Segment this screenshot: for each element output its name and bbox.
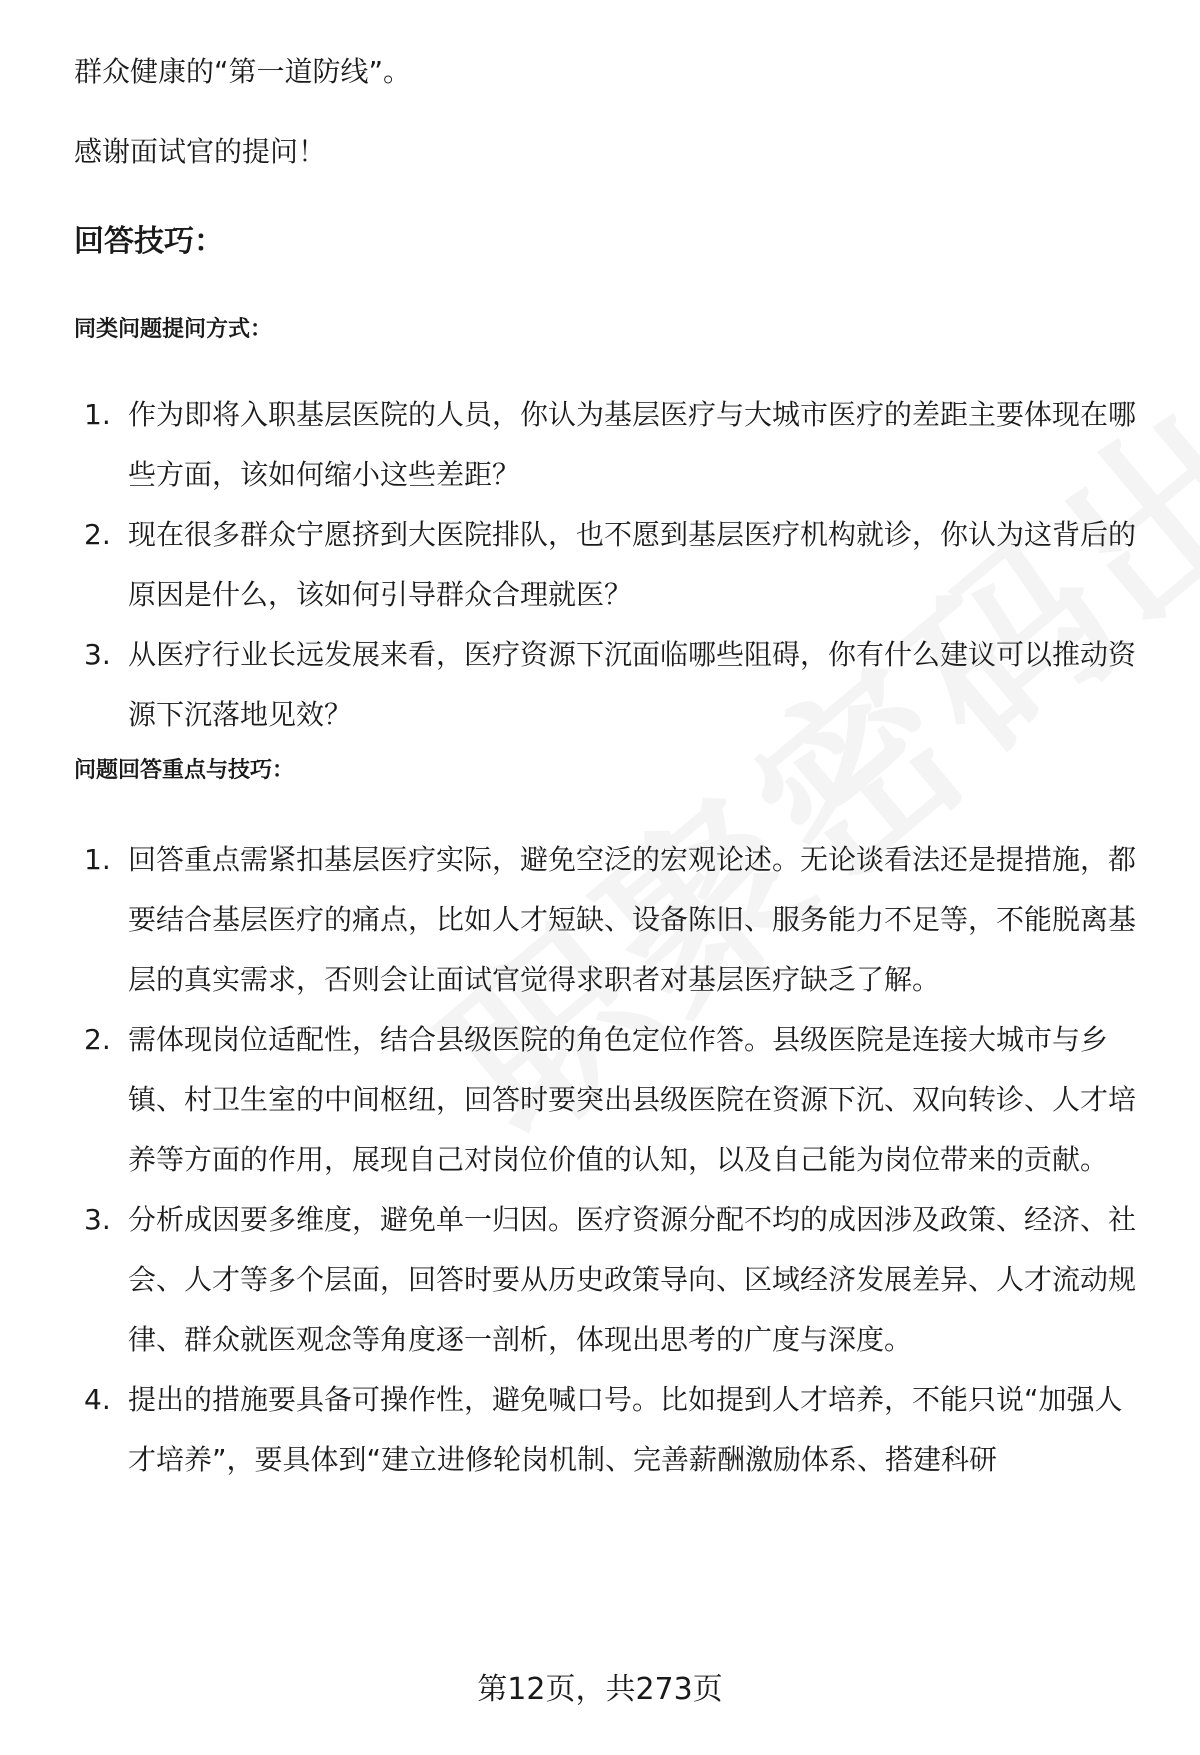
list-item-text: 分析成因要多维度，避免单一归因。医疗资源分配不均的成因涉及政策、经济、社会、人才等多个层面，回答时要从历史政策导向、区域经济发展差异、人才流动规律、群众就医观念等角度逐一剖析，体现出思考的广度与深度。 bbox=[128, 1203, 1137, 1356]
intro-tail-text: 群众健康的“第一道防线”。 bbox=[74, 55, 412, 88]
list-item-text: 提出的措施要具备可操作性，避免喊口号。比如提到人才培养，不能只说“加强人才培养”，要具体到“建立进修轮岗机制、完善薪酬激励体系、搭建科研 bbox=[128, 1383, 1123, 1476]
list-item-text: 作为即将入职基层医院的人员，你认为基层医疗与大城市医疗的差距主要体现在哪些方面，该如何缩小这些差距？ bbox=[128, 398, 1137, 491]
section-title: 回答技巧： bbox=[74, 224, 224, 259]
list-item-text: 需体现岗位适配性，结合县级医院的角色定位作答。县级医院是连接大城市与乡镇、村卫生室的中间枢纽，回答时要突出县级医院在资源下沉、双向转诊、人才培养等方面的作用，展现自己对岗位价值的认知，以及自己能为岗位带来的贡献。 bbox=[128, 1023, 1137, 1176]
list-item-number: 1. bbox=[84, 398, 111, 431]
list-item-number: 3. bbox=[84, 1203, 111, 1236]
list-item bbox=[74, 505, 1144, 625]
list-item bbox=[74, 625, 1144, 745]
similar-questions-heading: 同类问题提问方式： bbox=[74, 317, 273, 342]
list-item bbox=[74, 1010, 1144, 1190]
list-item-number: 2. bbox=[84, 1023, 111, 1056]
list-item-number: 3. bbox=[84, 638, 111, 671]
list-item-text: 从医疗行业长远发展来看，医疗资源下沉面临哪些阻碍，你有什么建议可以推动资源下沉落地见效？ bbox=[128, 638, 1137, 731]
answer-tips-list bbox=[74, 830, 1144, 1490]
list-item-number: 4. bbox=[84, 1383, 111, 1416]
list-item-number: 2. bbox=[84, 518, 111, 551]
list-item-number: 1. bbox=[84, 843, 111, 876]
list-item bbox=[74, 830, 1144, 1010]
list-item bbox=[74, 385, 1144, 505]
list-item bbox=[74, 1370, 1144, 1490]
page-footer: 第12页，共273页 bbox=[477, 1672, 723, 1707]
list-item bbox=[74, 1190, 1144, 1370]
list-item-text: 回答重点需紧扣基层医疗实际，避免空泛的宏观论述。无论谈看法还是提措施，都要结合基层医疗的痛点，比如人才短缺、设备陈旧、服务能力不足等，不能脱离基层的真实需求，否则会让面试官觉得求职者对基层医疗缺乏了解。 bbox=[128, 843, 1137, 996]
list-item-text: 现在很多群众宁愿挤到大医院排队，也不愿到基层医疗机构就诊，你认为这背后的原因是什么，该如何引导群众合理就医？ bbox=[128, 518, 1137, 611]
similar-questions-list bbox=[74, 385, 1144, 745]
thanks-text: 感谢面试官的提问！ bbox=[74, 135, 327, 168]
answer-tips-heading: 问题回答重点与技巧： bbox=[74, 758, 295, 783]
